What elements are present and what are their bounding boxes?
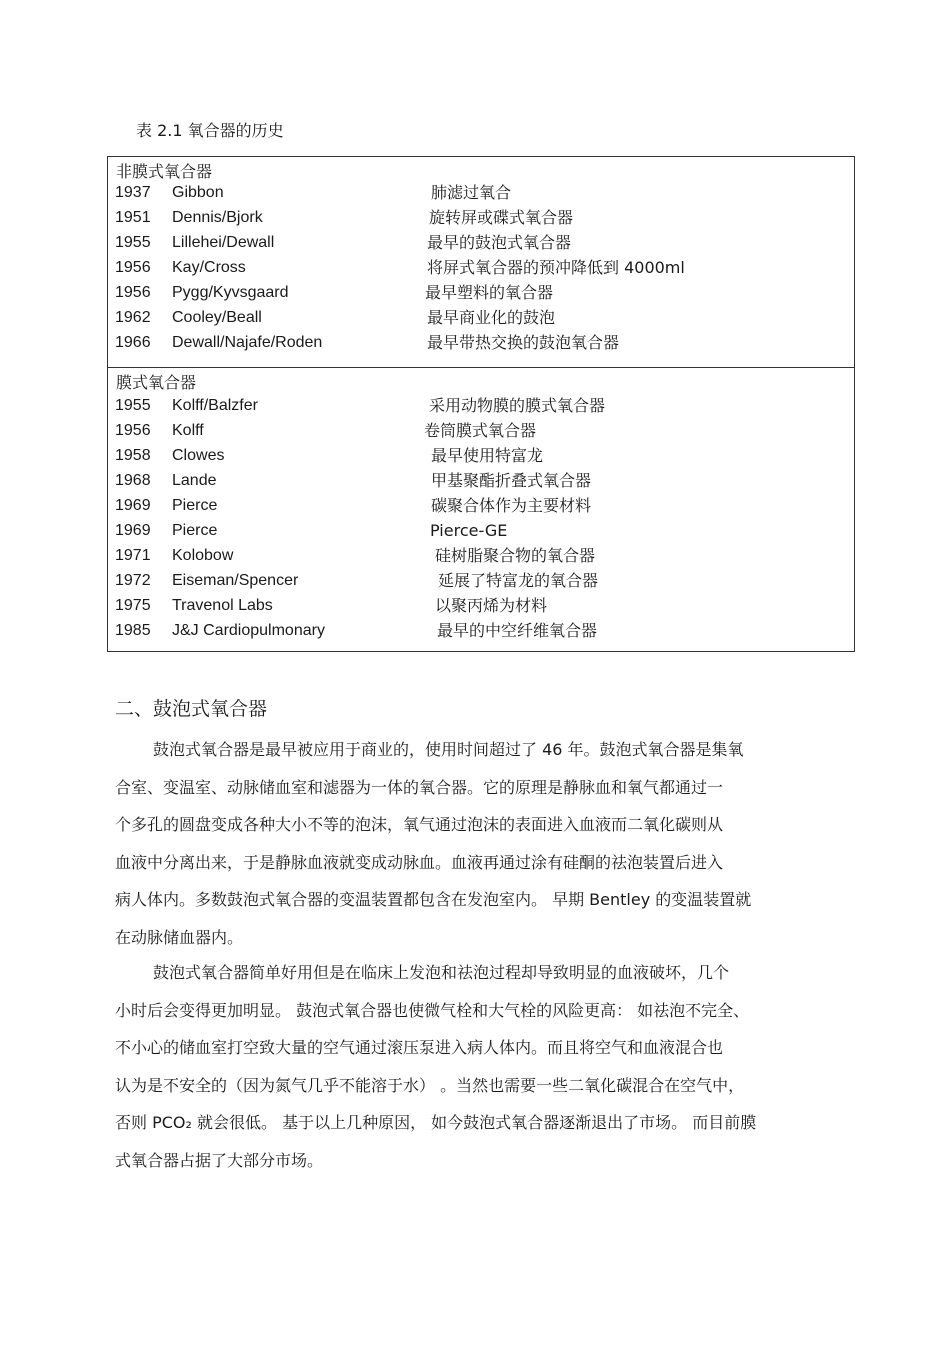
table-row (108, 395, 854, 419)
row-description: 最早的中空纤维氧合器 (437, 621, 598, 640)
paragraph-line: 鼓泡式氧合器简单好用但是在临床上发泡和祛泡过程却导致明显的血液破坏，几个 (153, 963, 730, 982)
table-row (108, 520, 854, 544)
row-inventor: Eiseman/Spencer (172, 572, 299, 589)
row-description: 采用动物膜的膜式氧合器 (429, 396, 606, 415)
row-inventor: Kolobow (172, 547, 234, 564)
table-row (108, 470, 854, 494)
table-row (108, 307, 854, 331)
row-description: 硅树脂聚合物的氧合器 (435, 546, 596, 565)
table-row (108, 595, 854, 619)
row-inventor: Cooley/Beall (172, 309, 262, 326)
row-year: 1968 (115, 472, 151, 489)
row-description: 最早的鼓泡式氧合器 (427, 233, 572, 252)
row-description: 最早带热交换的鼓泡氧合器 (427, 333, 620, 352)
paragraph-line: 合室、变温室、动脉储血室和滤器为一体的氧合器。它的原理是静脉血和氧气都通过一 (115, 777, 724, 797)
row-inventor: Clowes (172, 447, 225, 464)
row-year: 1971 (115, 547, 151, 564)
row-description: 将屏式氧合器的预冲降低到 4000ml (427, 258, 685, 277)
row-inventor: Kay/Cross (172, 259, 246, 276)
row-inventor: Pierce (172, 522, 218, 539)
paragraph-line: 个多孔的圆盘变成各种大小不等的泡沫，氧气通过泡沫的表面进入血液而二氧化碳则从 (115, 815, 724, 834)
row-description: 最早使用特富龙 (431, 446, 544, 465)
row-inventor: Lillehei/Dewall (172, 234, 275, 251)
row-description: 最早塑料的氧合器 (425, 283, 554, 302)
table-row (108, 332, 854, 356)
membrane-group-label: 膜式氧合器 (116, 373, 197, 392)
table-row (108, 545, 854, 569)
row-year: 1956 (115, 422, 151, 439)
table-row (108, 257, 854, 281)
row-year: 1958 (115, 447, 151, 464)
row-inventor: Kolff (172, 422, 204, 439)
oxygenator-history-table (107, 156, 855, 652)
row-year: 1956 (115, 259, 151, 276)
table-row (108, 182, 854, 206)
row-inventor: Pygg/Kyvsgaard (172, 284, 289, 301)
paragraph-line: 在动脉储血器内。 (115, 927, 244, 947)
row-description: 肺滤过氧合 (431, 183, 512, 202)
row-year: 1969 (115, 497, 151, 514)
row-inventor: Pierce (172, 497, 218, 514)
row-description: 卷筒膜式氧合器 (424, 421, 537, 440)
row-year: 1962 (115, 309, 151, 326)
row-description: 旋转屏或碟式氧合器 (429, 208, 574, 227)
table-row (108, 207, 854, 231)
table-row (108, 620, 854, 644)
section-heading: 二、鼓泡式氧合器 (115, 698, 268, 720)
paragraph-line: 认为是不安全的（因为氮气几乎不能溶于水） 。当然也需要一些二氧化碳混合在空气中， (115, 1075, 745, 1095)
row-year: 1972 (115, 572, 151, 589)
paragraph-line: 否则 PCO₂ 就会很低。 基于以上几种原因， 如今鼓泡式氧合器逐渐退出了市场。 而目前膜 (115, 1113, 757, 1132)
row-description: 最早商业化的鼓泡 (427, 308, 556, 327)
row-description: 以聚丙烯为材料 (435, 596, 548, 615)
row-description: Pierce-GE (430, 521, 508, 540)
row-year: 1975 (115, 597, 151, 614)
paragraph-line: 病人体内。多数鼓泡式氧合器的变温装置都包含在发泡室内。 早期 Bentley 的变温装置就 (115, 890, 752, 909)
paragraph-line: 鼓泡式氧合器是最早被应用于商业的，使用时间超过了 46 年。鼓泡式氧合器是集氧 (153, 740, 744, 759)
row-year: 1966 (115, 334, 151, 351)
row-year: 1951 (115, 209, 151, 226)
row-year: 1955 (115, 234, 151, 251)
table-divider (108, 367, 854, 368)
row-inventor: Dennis/Bjork (172, 209, 263, 226)
row-description: 甲基聚酯折叠式氧合器 (431, 471, 592, 490)
table-row (108, 282, 854, 306)
row-year: 1985 (115, 622, 151, 639)
row-inventor: J&J Cardiopulmonary (172, 622, 325, 639)
row-year: 1956 (115, 284, 151, 301)
row-inventor: Gibbon (172, 184, 224, 201)
row-year: 1955 (115, 397, 151, 414)
row-inventor: Kolff/Balzfer (172, 397, 258, 414)
row-inventor: Dewall/Najafe/Roden (172, 334, 323, 351)
row-description: 延展了特富龙的氧合器 (438, 571, 599, 590)
table-row (108, 232, 854, 256)
row-description: 碳聚合体作为主要材料 (431, 496, 592, 515)
table-row (108, 570, 854, 594)
non-membrane-group-label: 非膜式氧合器 (116, 162, 213, 181)
row-inventor: Travenol Labs (172, 597, 273, 614)
row-year: 1937 (115, 184, 151, 201)
row-inventor: Lande (172, 472, 217, 489)
paragraph-line: 血液中分离出来，于是静脉血液就变成动脉血。血液再通过涂有硅酮的祛泡装置后进入 (115, 852, 724, 872)
paragraph-line: 不小心的储血室打空致大量的空气通过滚压泵进入病人体内。而且将空气和血液混合也 (115, 1038, 724, 1057)
paragraph-line: 小时后会变得更加明显。 鼓泡式氧合器也使微气栓和大气栓的风险更高： 如祛泡不完全、 (115, 1000, 750, 1020)
table-row (108, 420, 854, 444)
paragraph-line: 式氧合器占据了大部分市场。 (115, 1150, 324, 1170)
table-caption: 表 2.1 氧合器的历史 (136, 121, 284, 140)
row-year: 1969 (115, 522, 151, 539)
table-row (108, 495, 854, 519)
table-row (108, 445, 854, 469)
